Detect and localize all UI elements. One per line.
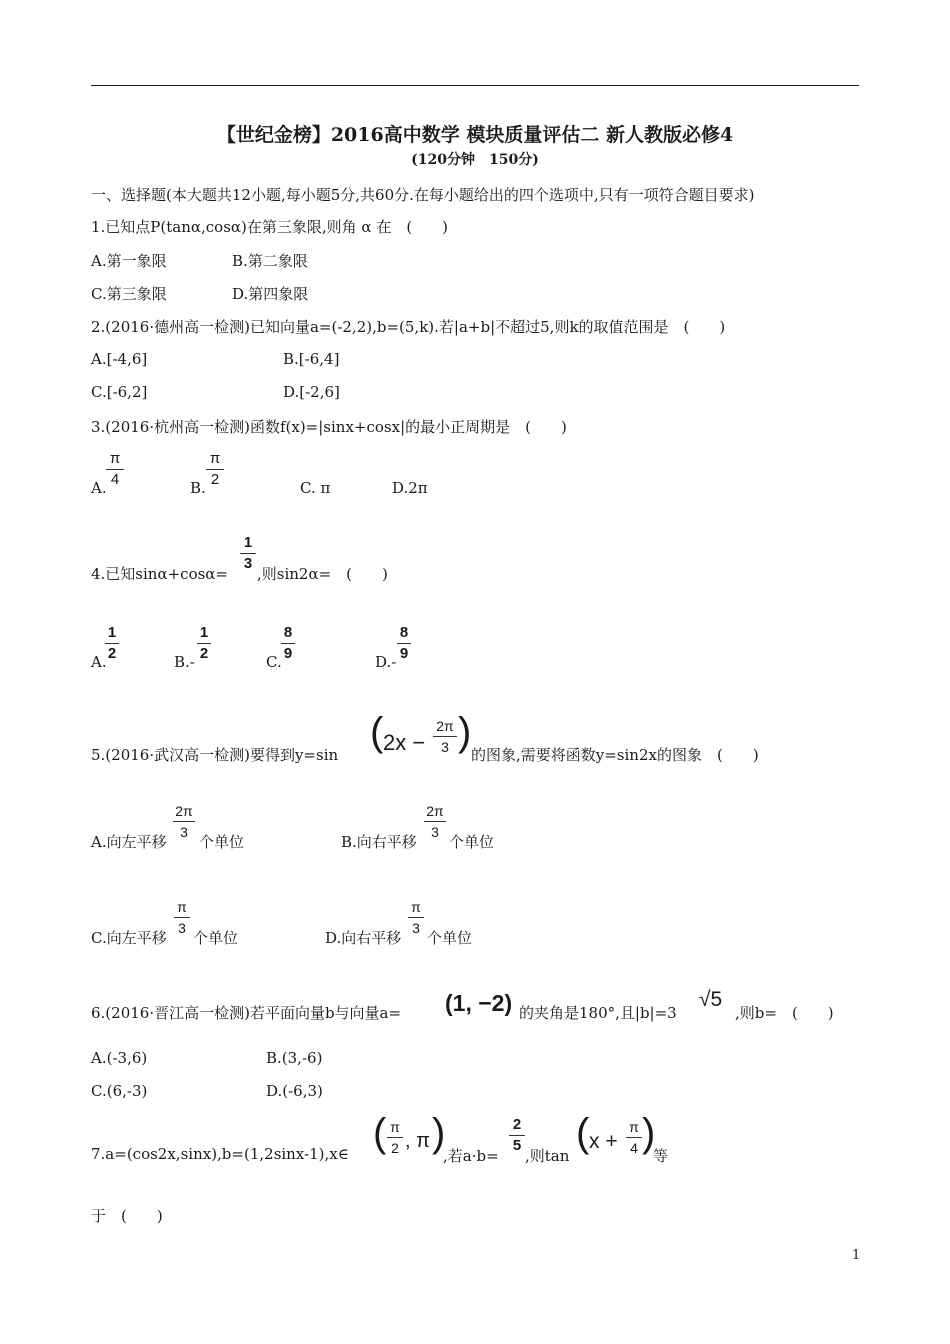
q5-option-b-fraction xyxy=(424,801,446,842)
q1-stem: 1.已知点P(tanα,cosα)在第三象限,则角 α 在 ( ) xyxy=(91,218,449,236)
q1-option-a: A.第一象限 xyxy=(91,252,167,270)
fraction-numerator: π xyxy=(209,450,221,467)
q5-option-d-fraction xyxy=(408,897,424,938)
fraction-numerator: 2π xyxy=(426,803,444,819)
q4-fraction-one-third xyxy=(240,533,256,574)
q3-option-a-label: A. xyxy=(91,479,107,497)
fraction-denominator: 3 xyxy=(441,739,449,755)
q5-option-a-label: A.向左平移 xyxy=(91,833,167,851)
q7-interval-pi: , π xyxy=(405,1130,430,1152)
q6-vector-a: (1, −2) xyxy=(445,990,513,1016)
fraction-numerator: π xyxy=(177,899,187,915)
q6-option-a: A.(-3,6) xyxy=(91,1049,148,1067)
q7-stem-continuation: 于 ( ) xyxy=(91,1207,163,1225)
q5-option-a-unit: 个单位 xyxy=(199,833,245,851)
q3-option-d: D.2π xyxy=(392,479,428,497)
q4-option-d-label: D.- xyxy=(375,653,397,671)
q3-option-b-fraction xyxy=(206,449,224,490)
fraction-denominator: 9 xyxy=(283,645,293,662)
fraction-numerator: 2π xyxy=(436,718,454,734)
fraction-denominator: 3 xyxy=(412,920,420,936)
fraction-numerator: 2π xyxy=(175,803,193,819)
fraction-numerator: 8 xyxy=(283,624,293,641)
fraction-denominator: 3 xyxy=(178,920,186,936)
right-parenthesis: ) xyxy=(432,1111,446,1155)
q5-option-c-fraction xyxy=(174,897,190,938)
q1-option-c: C.第三象限 xyxy=(91,285,167,303)
q6-option-d: D.(-6,3) xyxy=(266,1082,323,1100)
q4-option-b-fraction xyxy=(197,623,211,664)
fraction-numerator: π xyxy=(390,1119,400,1135)
header-rule xyxy=(91,85,859,86)
q5-option-b-unit: 个单位 xyxy=(449,833,495,851)
q2-option-b: B.[-6,4] xyxy=(283,350,340,368)
fraction-numerator: 1 xyxy=(243,534,253,551)
q1-option-b: B.第二象限 xyxy=(232,252,308,270)
fraction-numerator: π xyxy=(109,450,121,467)
fraction-numerator: 1 xyxy=(199,624,209,641)
q6-option-b: B.(3,-6) xyxy=(266,1049,323,1067)
fraction-denominator: 3 xyxy=(180,824,188,840)
fraction-denominator: 3 xyxy=(431,824,439,840)
page-number: 1 xyxy=(852,1248,861,1263)
q5-option-c-label: C.向左平移 xyxy=(91,929,167,947)
document-title: 【世纪金榜】2016高中数学 模块质量评估二 新人教版必修4 xyxy=(216,124,734,146)
right-parenthesis: ) xyxy=(642,1111,656,1155)
q5-inner-expression: 2x − xyxy=(383,730,426,755)
q1-option-d: D.第四象限 xyxy=(232,285,309,303)
q6-option-c: C.(6,-3) xyxy=(91,1082,148,1100)
fraction-numerator: 8 xyxy=(399,624,409,641)
q5-option-a-fraction xyxy=(173,801,195,842)
q7-fraction-two-fifths xyxy=(509,1115,525,1156)
fraction-numerator: π xyxy=(411,899,421,915)
q4-option-d-fraction xyxy=(397,623,411,664)
right-parenthesis: ) xyxy=(458,710,472,754)
q7-stem-right: 等 xyxy=(653,1147,669,1165)
fraction-denominator: 2 xyxy=(199,645,209,662)
q5-option-b-label: B.向右平移 xyxy=(341,833,417,851)
left-parenthesis: ( xyxy=(370,710,384,754)
q7-inner-fraction xyxy=(626,1117,642,1158)
q5-option-d-unit: 个单位 xyxy=(427,929,473,947)
q7-interval-fraction xyxy=(387,1117,403,1158)
fraction-numerator: π xyxy=(629,1119,639,1135)
fraction-denominator: 4 xyxy=(110,471,120,488)
fraction-denominator: 5 xyxy=(512,1137,522,1154)
left-parenthesis: ( xyxy=(576,1111,590,1155)
q5-option-d-label: D.向右平移 xyxy=(325,929,402,947)
q7-stem-mid2: ,则tan xyxy=(525,1147,570,1165)
fraction-denominator: 3 xyxy=(243,555,253,572)
q4-option-c-fraction xyxy=(281,623,295,664)
fraction-denominator: 9 xyxy=(399,645,409,662)
q5-stem-fraction xyxy=(433,716,457,757)
left-parenthesis: ( xyxy=(373,1111,387,1155)
fraction-denominator: 2 xyxy=(391,1140,399,1156)
q3-stem: 3.(2016·杭州高一检测)函数f(x)=|sinx+cosx|的最小正周期是 ( ) xyxy=(91,418,567,436)
q4-option-c-label: C. xyxy=(266,653,282,671)
q2-option-c: C.[-6,2] xyxy=(91,383,148,401)
q3-option-b-label: B. xyxy=(190,479,206,497)
fraction-numerator: 1 xyxy=(107,624,117,641)
q5-stem-left: 5.(2016·武汉高一检测)要得到y=sin xyxy=(91,746,339,764)
q5-stem-right: 的图象,需要将函数y=sin2x的图象 ( ) xyxy=(471,746,759,764)
q4-option-a-fraction xyxy=(105,623,119,664)
q4-option-b-label: B.- xyxy=(174,653,195,671)
fraction-numerator: 2 xyxy=(512,1116,522,1133)
q6-sqrt-five: √5 xyxy=(699,988,723,1011)
q5-option-c-unit: 个单位 xyxy=(193,929,239,947)
q7-stem-mid: ,若a·b= xyxy=(443,1147,499,1165)
q2-stem: 2.(2016·德州高一检测)已知向量a=(-2,2),b=(5,k).若|a+b|不超过5,则k的取值范围是 ( ) xyxy=(91,318,726,336)
fraction-denominator: 4 xyxy=(630,1140,638,1156)
q3-option-c: C. π xyxy=(300,479,331,497)
fraction-denominator: 2 xyxy=(107,645,117,662)
q3-option-a-fraction xyxy=(106,449,124,490)
q7-stem-left: 7.a=(cos2x,sinx),b=(1,2sinx-1),x∈ xyxy=(91,1145,349,1163)
q4-stem-left: 4.已知sinα+cosα= xyxy=(91,565,228,583)
q2-option-a: A.[-4,6] xyxy=(91,350,148,368)
document-subtitle: (120分钟 150分) xyxy=(411,152,539,168)
q6-stem-left: 6.(2016·晋江高一检测)若平面向量b与向量a= xyxy=(91,1004,402,1022)
fraction-denominator: 2 xyxy=(210,471,220,488)
q4-stem-right: ,则sin2α= ( ) xyxy=(257,565,388,583)
q4-option-a-label: A. xyxy=(91,653,107,671)
q6-stem-right: ,则b= ( ) xyxy=(735,1004,834,1022)
q7-inner-expression: x + xyxy=(589,1130,618,1153)
q6-stem-mid: 的夹角是180°,且|b|=3 xyxy=(519,1004,677,1022)
section-heading: 一、选择题(本大题共12小题,每小题5分,共60分.在每小题给出的四个选项中,只有一项符合题目要求) xyxy=(91,186,755,204)
q2-option-d: D.[-2,6] xyxy=(283,383,340,401)
